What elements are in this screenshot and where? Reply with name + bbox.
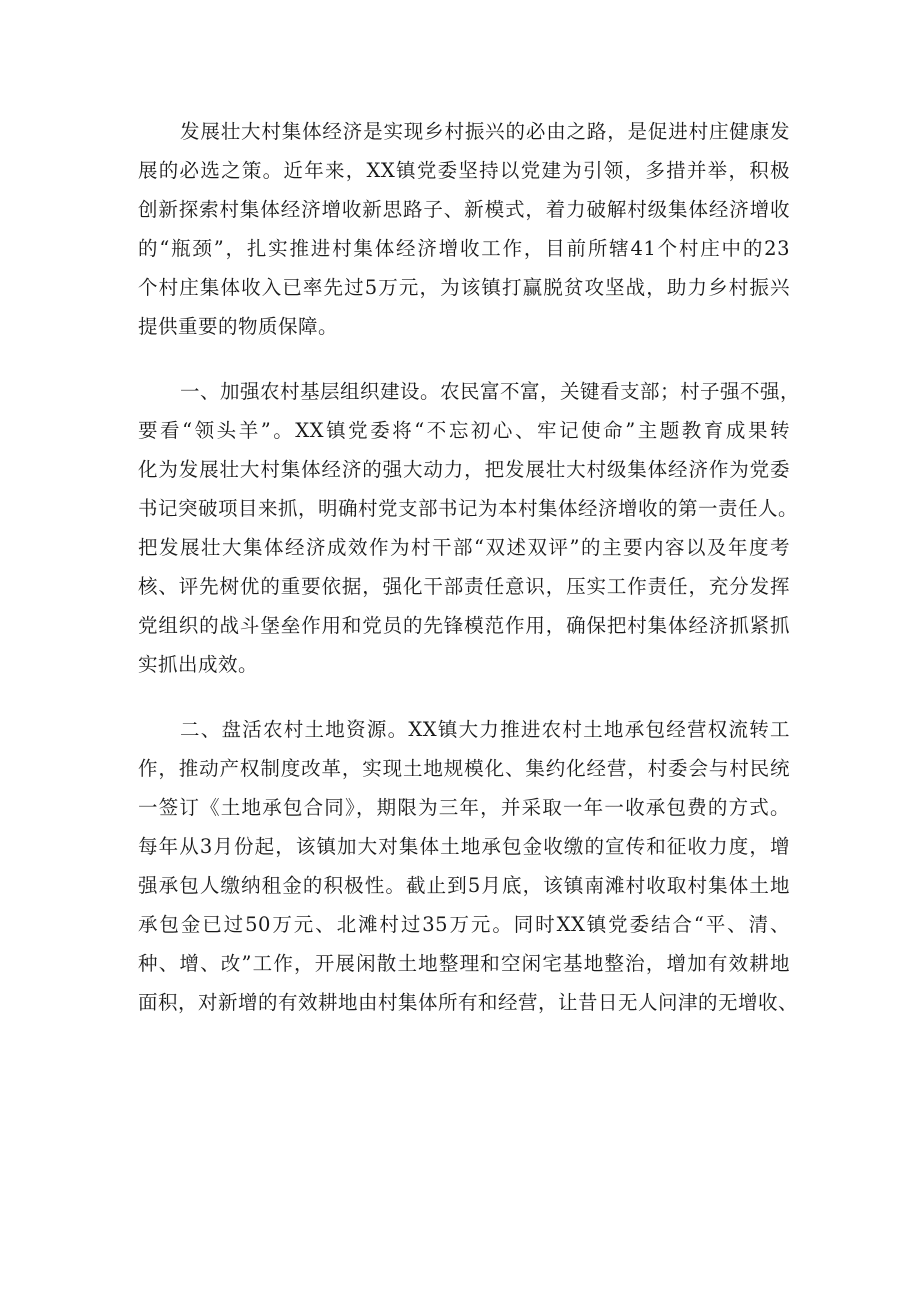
text-line: 提供重要的物质保障。	[138, 315, 339, 338]
text-line: 发展壮大村集体经济是实现乡村振兴的必由之路，是促进村庄健康发	[180, 120, 790, 143]
text-line: 创新探索村集体经济增收新思路子、新模式，着力破解村级集体经济增收	[138, 198, 790, 221]
text-line: 强承包人缴纳租金的积极性。截止到5月底，该镇南滩村收取村集体土地	[138, 874, 790, 897]
text-line: 要看“领头羊”。XX镇党委将“不忘初心、牢记使命”主题教育成果转	[138, 419, 790, 442]
text-line: 个村庄集体收入已率先过5万元，为该镇打赢脱贫攻坚战，助力乡村振兴	[138, 276, 790, 299]
text-line: 把发展壮大集体经济成效作为村干部“双述双评”的主要内容以及年度考	[138, 536, 790, 559]
text-line: 书记突破项目来抓，明确村党支部书记为本村集体经济增收的第一责任人。	[138, 497, 799, 520]
paragraph-intro	[138, 112, 790, 346]
text-line: 每年从3月份起，该镇加大对集体土地承包金收缴的宣传和征收力度，增	[138, 835, 790, 858]
text-line: 的“瓶颈”，扎实推进村集体经济增收工作，目前所辖41个村庄中的23	[138, 237, 790, 260]
text-line: 实抓出成效。	[138, 653, 259, 676]
paragraph-section-2	[138, 710, 799, 1022]
document-body	[138, 112, 801, 1022]
text-line: 面积，对新增的有效耕地由村集体所有和经营，让昔日无人问津的无增收、	[138, 991, 799, 1014]
text-line: 党组织的战斗堡垒作用和党员的先锋模范作用，确保把村集体经济抓紧抓	[138, 614, 790, 637]
paragraph-spacer	[138, 684, 790, 710]
text-line: 一、加强农村基层组织建设。农民富不富，关键看支部；村子强不强，	[180, 380, 801, 403]
text-line: 一签订《土地承包合同》，期限为三年，并采取一年一收承包费的方式。	[138, 796, 790, 819]
text-line: 承包金已过50万元、北滩村过35万元。同时XX镇党委结合“平、清、	[138, 913, 790, 936]
text-line: 化为发展壮大村集体经济的强大动力，把发展壮大村级集体经济作为党委	[138, 458, 790, 481]
text-line: 作，推动产权制度改革，实现土地规模化、集约化经营，村委会与村民统	[138, 757, 790, 780]
paragraph-spacer	[138, 346, 790, 372]
text-line: 二、盘活农村土地资源。XX镇大力推进农村土地承包经营权流转工	[180, 718, 790, 741]
paragraph-section-1	[138, 372, 801, 684]
text-line: 种、增、改”工作，开展闲散土地整理和空闲宅基地整治，增加有效耕地	[138, 952, 790, 975]
text-line: 核、评先树优的重要依据，强化干部责任意识，压实工作责任，充分发挥	[138, 575, 790, 598]
text-line: 展的必选之策。近年来，XX镇党委坚持以党建为引领，多措并举，积极	[138, 159, 790, 182]
